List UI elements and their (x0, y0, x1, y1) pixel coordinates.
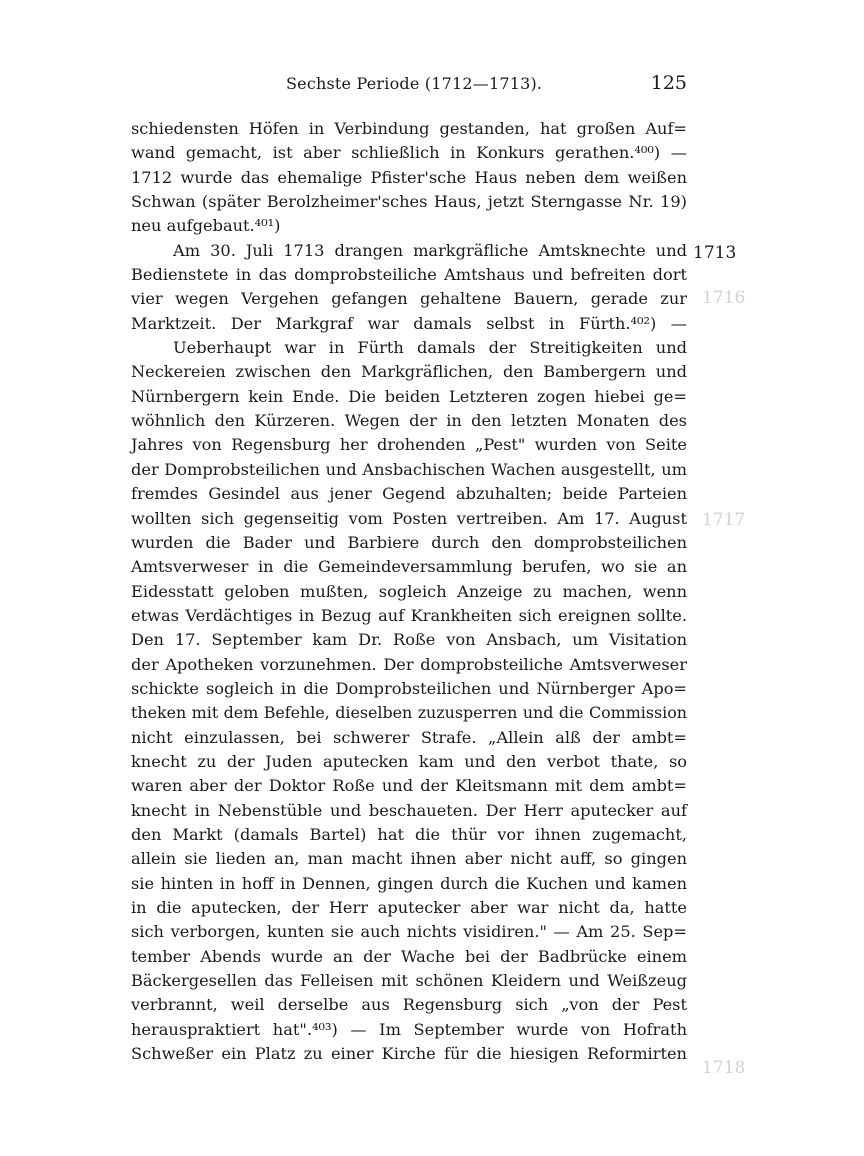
text-line: der Apotheken vorzunehmen. Der domprobsteiliche Amtsverweser (131, 654, 687, 674)
text-line: etwas Verdächtiges in Bezug auf Krankheiten sich ereignen sollte. (131, 605, 687, 625)
text-line: schiedensten Höfen in Verbindung gestanden, hat großen Auf= (131, 119, 687, 138)
text-line: nicht einzulassen, bei schwerer Strafe. „Allein alß der ambt= (131, 727, 687, 747)
text-line: Am 30. Juli 1713 drangen markgräfliche Amtsknechte und (173, 240, 687, 260)
running-title: Sechste Periode (1712—1713). (286, 74, 543, 93)
page-header (131, 74, 687, 100)
text-line: sich verborgen, kunten sie auch nichts visidiren." — Am 25. Sep= (131, 922, 687, 942)
text-line: knecht in Nebenstüble und beschaueten. Der Herr aputecker auf (131, 800, 687, 820)
text-line: Amtsverweser in die Gemeindeversammlung berufen, wo sie an (131, 557, 687, 577)
text-line: allein sie lieden an, man macht ihnen aber nicht auff, so gingen (131, 849, 687, 869)
text-line: Marktzeit. Der Markgraf war damals selbst in Fürth.⁴⁰²) — (131, 313, 687, 333)
text-line: Schweßer ein Platz zu einer Kirche für die hiesigen Reformirten (131, 1044, 687, 1064)
margin-year-note: 1713 (693, 243, 737, 263)
text-line: 1712 wurde das ehemalige Pfister'sche Haus neben dem weißen (131, 167, 687, 187)
text-line: vier wegen Vergehen gefangen gehaltene Bauern, gerade zur (131, 289, 687, 309)
text-line: wöhnlich den Kürzeren. Wegen der in den letzten Monaten des (131, 411, 687, 431)
text-line: fremdes Gesindel aus jener Gegend abzuhalten; beide Parteien (131, 484, 687, 504)
text-line: in die aputecken, der Herr aputecker aber war nicht da, hatte (131, 898, 687, 917)
text-line: knecht zu der Juden aputecken kam und den verbot thate, so (131, 751, 687, 771)
text-line: Nürnbergern kein Ende. Die beiden Letzteren zogen hiebei ge= (131, 386, 687, 406)
text-line: Bäckergesellen das Felleisen mit schönen Kleidern und Weißzeug (131, 971, 687, 991)
text-line: sie hinten in hoff in Dennen, gingen durch die Kuchen und kamen (131, 873, 687, 893)
text-line: wand gemacht, ist aber schließlich in Konkurs gerathen.⁴⁰⁰) — (131, 143, 687, 163)
text-line: Eidesstatt geloben mußten, sogleich Anzeige zu machen, wenn (131, 581, 687, 601)
text-line: neu aufgebaut.⁴⁰¹) (131, 216, 281, 236)
text-line: tember Abends wurde an der Wache bei der Badbrücke einem (131, 946, 687, 966)
text-line: Ueberhaupt war in Fürth damals der Streitigkeiten und (173, 338, 687, 358)
bleed-through-mark: 1716 (702, 288, 746, 308)
text-line: Bedienstete in das domprobsteiliche Amtshaus und befreiten dort (131, 265, 687, 285)
text-line: Neckereien zwischen den Markgräflichen, den Bambergern und (131, 362, 687, 382)
text-line: der Domprobsteilichen und Ansbachischen Wachen ausgestellt, um (131, 459, 687, 479)
text-line: theken mit dem Befehle, dieselben zuzusperren und die Commission (131, 703, 687, 723)
body-text (131, 117, 687, 1066)
text-line: herauspraktiert hat".⁴⁰³) — Im September wurde von Hofrath (131, 1019, 687, 1039)
bleed-through-mark: 1718 (702, 1058, 746, 1078)
text-line: Jahres von Regensburg her drohenden „Pest" wurden von Seite (131, 435, 687, 455)
text-line: verbrannt, weil derselbe aus Regensburg sich „von der Pest (131, 995, 687, 1015)
text-line: wurden die Bader und Barbiere durch den domprobsteilichen (131, 532, 687, 552)
text-line: schickte sogleich in die Domprobsteilichen und Nürnberger Apo= (131, 678, 687, 698)
text-line: den Markt (damals Bartel) hat die thür vor ihnen zugemacht, (131, 824, 687, 844)
text-line: Den 17. September kam Dr. Roße von Ansbach, um Visitation (131, 630, 687, 650)
text-line: waren aber der Doktor Roße und der Kleitsmann mit dem ambt= (131, 776, 687, 796)
bleed-through-mark: 1717 (702, 510, 746, 530)
text-line: Schwan (später Berolzheimer'sches Haus, jetzt Sterngasse Nr. 19) (131, 192, 687, 212)
page-number: 125 (650, 72, 687, 94)
text-line: wollten sich gegenseitig vom Posten vertreiben. Am 17. August (131, 508, 687, 528)
